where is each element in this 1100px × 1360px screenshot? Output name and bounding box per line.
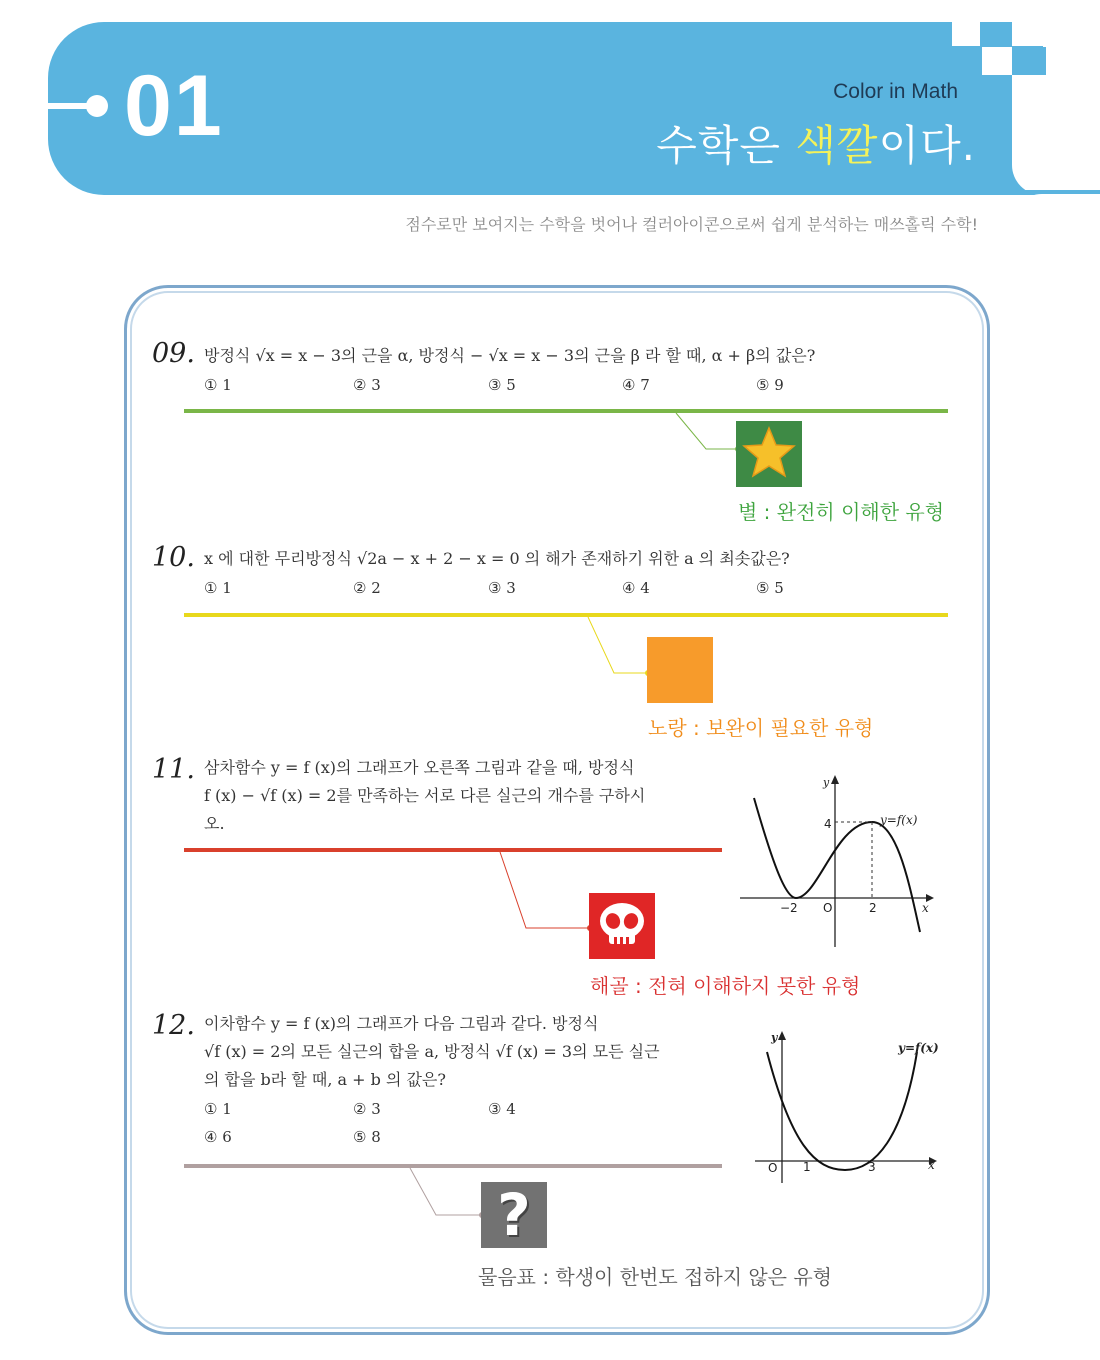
skull-icon — [589, 893, 655, 959]
question-text-line: 오. — [204, 814, 225, 833]
tick-label: −2 — [780, 901, 798, 915]
label-skull: 해골 : 전혀 이해하지 못한 유형 — [590, 974, 861, 998]
yellow-square-icon — [647, 637, 713, 703]
title-highlight: 색깔 — [795, 121, 879, 170]
question-text-line: 삼차함수 y = f (x)의 그래프가 오른쪽 그림과 같을 때, 방정식 — [204, 758, 635, 777]
question-text-line: √f (x) = 2의 모든 실근의 합을 a, 방정식 √f (x) = 3의 모든 실근 — [204, 1042, 660, 1061]
subtitle-en: Color in Math — [833, 80, 958, 103]
choice-1[interactable]: ① 1 — [204, 376, 232, 394]
quadratic-graph — [755, 1028, 945, 1188]
y-axis-label: y — [771, 1031, 778, 1044]
tagline: 점수로만 보여지는 수학을 벗어나 컬러아이콘으로써 쉽게 분석하는 매쓰홀릭 수학! — [405, 215, 978, 234]
star-icon — [736, 421, 802, 487]
question-text-line: f (x) − √f (x) = 2를 만족하는 서로 다른 실근의 개수를 구하시 — [204, 786, 646, 805]
y-axis-label: y — [823, 776, 830, 789]
choice-3[interactable]: ③ 5 — [488, 376, 516, 394]
choice-5[interactable]: ⑤ 5 — [756, 579, 784, 597]
x-axis-label: x — [922, 901, 929, 915]
divider-yellow — [184, 613, 948, 617]
curve-label: y=f(x) — [898, 1041, 939, 1055]
connector-yellow — [588, 617, 648, 673]
choice-3[interactable]: ③ 4 — [488, 1100, 516, 1118]
choice-4[interactable]: ④ 4 — [622, 579, 650, 597]
choice-5[interactable]: ⑤ 9 — [756, 376, 784, 394]
choice-3[interactable]: ③ 3 — [488, 579, 516, 597]
choice-2[interactable]: ② 3 — [353, 1100, 381, 1118]
connector-green — [676, 413, 738, 449]
divider-gray — [184, 1164, 722, 1168]
choice-2[interactable]: ② 2 — [353, 579, 381, 597]
question-mark-glyph: ? — [497, 1181, 531, 1249]
label-question-mark: 물음표 : 학생이 한번도 접하지 않은 유형 — [478, 1265, 833, 1289]
connector-red — [500, 852, 590, 928]
choice-1[interactable]: ① 1 — [204, 1100, 232, 1118]
label-yellow: 노랑 : 보완이 필요한 유형 — [648, 716, 874, 740]
question-mark-icon — [481, 1182, 547, 1248]
question-text: x 에 대한 무리방정식 √2a − x + 2 − x = 0 의 해가 존재하기 위한 a 의 최솟값은? — [204, 549, 790, 568]
cubic-graph — [740, 772, 940, 950]
question-text-line: 의 합을 b라 할 때, a + b 의 값은? — [204, 1070, 446, 1089]
connector-gray — [410, 1168, 482, 1215]
question-number: 12. — [152, 1010, 195, 1041]
title-pre: 수학은 — [656, 121, 796, 170]
question-number: 11. — [152, 754, 195, 785]
choice-4[interactable]: ④ 7 — [622, 376, 650, 394]
question-number: 10. — [152, 542, 195, 573]
question-text-line: 이차함수 y = f (x)의 그래프가 다음 그림과 같다. 방정식 — [204, 1014, 599, 1033]
choice-4[interactable]: ④ 6 — [204, 1128, 232, 1146]
tick-label: 1 — [803, 1160, 811, 1174]
question-text: 방정식 √x = x − 3의 근을 α, 방정식 − √x = x − 3의 근을 β 라 할 때, α + β의 값은? — [204, 346, 816, 365]
label-star: 별 : 완전히 이해한 유형 — [738, 500, 945, 524]
curve-label: y=f(x) — [880, 813, 918, 827]
tick-label: 2 — [869, 901, 877, 915]
tick-label: O — [823, 901, 833, 915]
choice-5[interactable]: ⑤ 8 — [353, 1128, 381, 1146]
question-number: 09. — [152, 338, 195, 369]
tick-label: 3 — [868, 1160, 876, 1174]
choice-2[interactable]: ② 3 — [353, 376, 381, 394]
tick-label: 4 — [824, 817, 832, 831]
x-axis-label: x — [928, 1158, 935, 1172]
choice-1[interactable]: ① 1 — [204, 579, 232, 597]
tick-label: O — [768, 1161, 778, 1175]
divider-red — [184, 848, 722, 852]
title-post: 이다. — [878, 121, 976, 170]
chapter-number: 01 — [124, 58, 224, 154]
